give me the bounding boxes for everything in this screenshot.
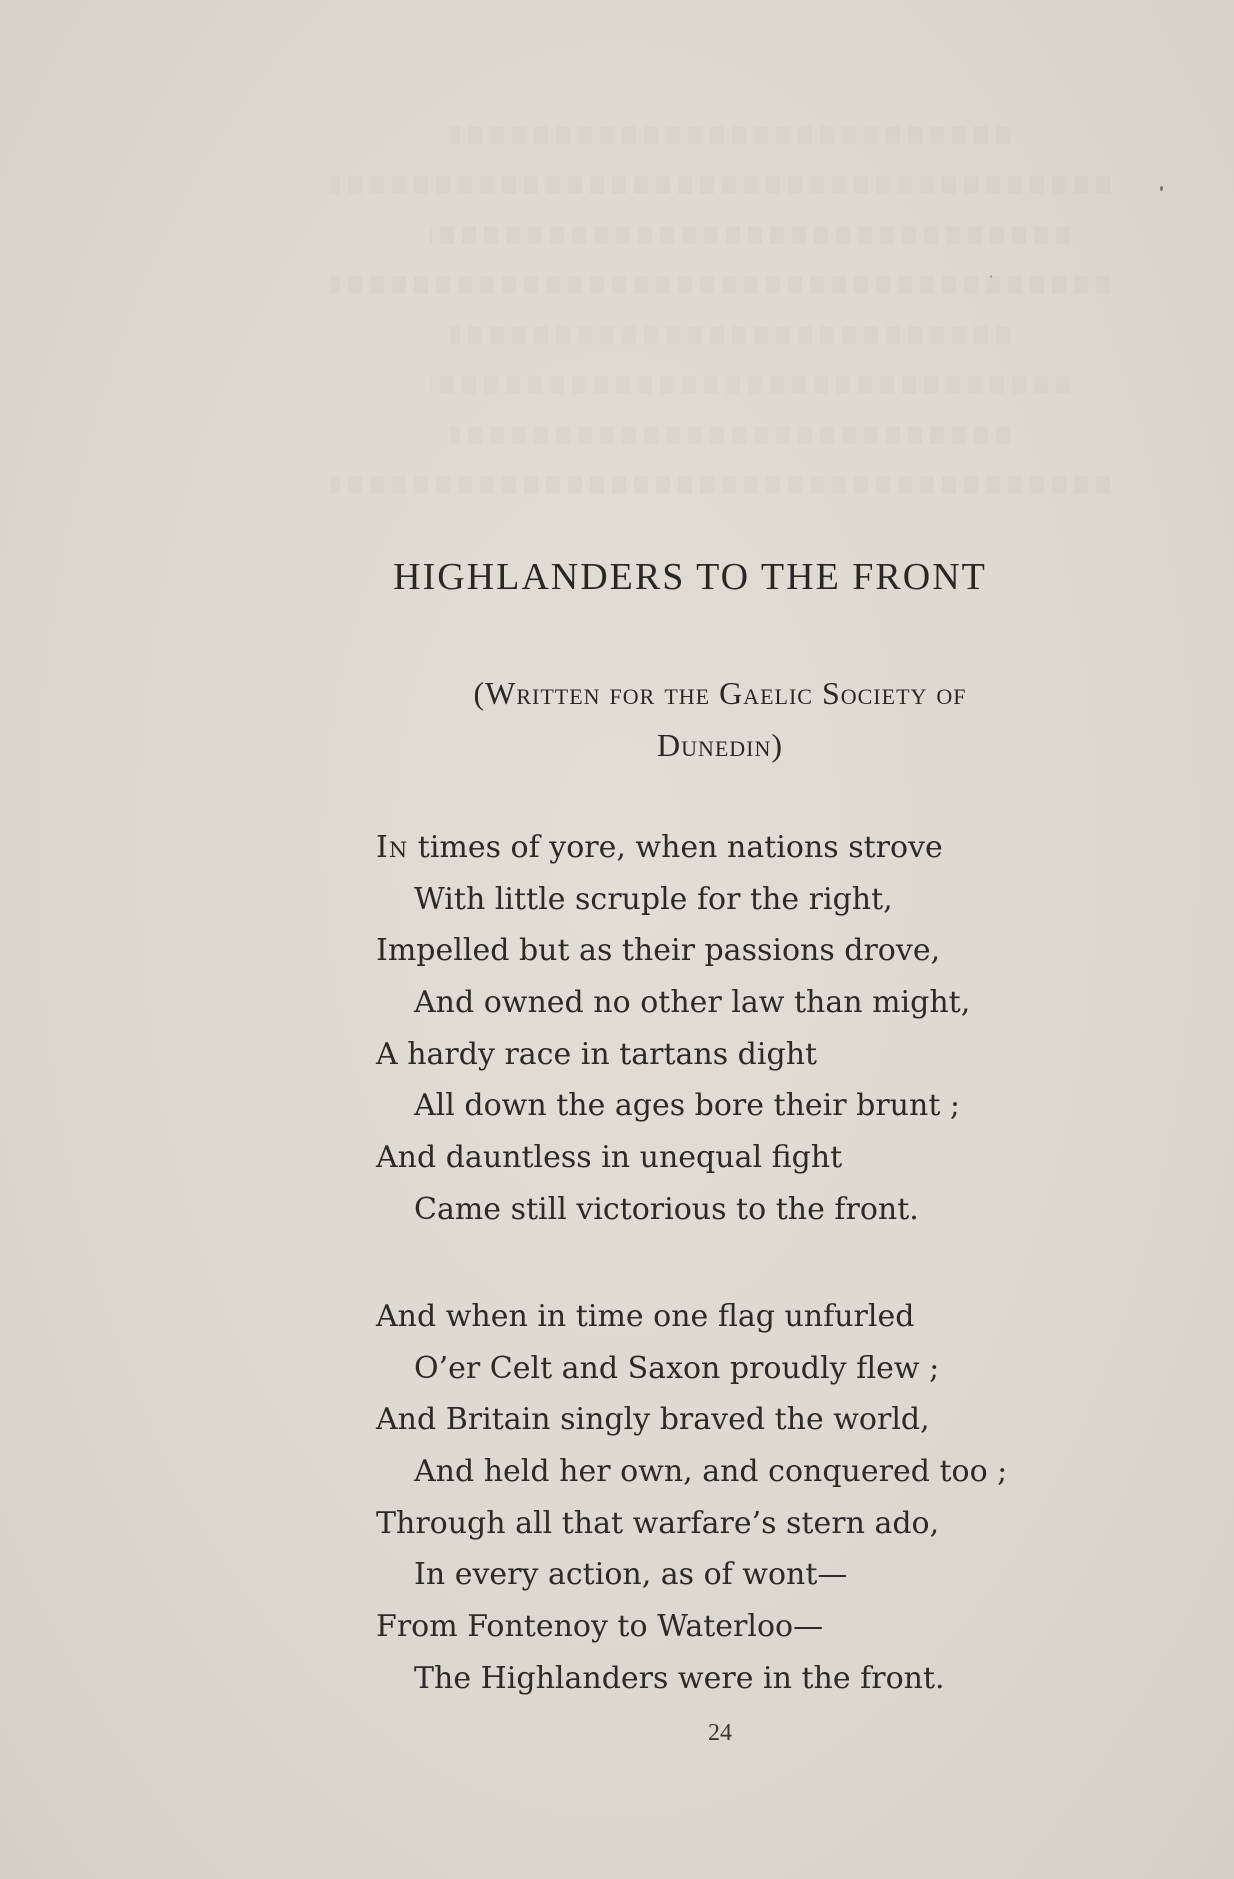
subtitle-line: Dunedin)	[656, 727, 784, 763]
poem-line: Impelled but as their passions drove,	[376, 933, 941, 969]
page-number: 24	[708, 1720, 732, 1746]
paper-speck	[990, 275, 992, 278]
poem-line: And owned no other law than might,	[414, 985, 971, 1021]
poem-subtitle	[330, 667, 1110, 771]
bleed-through-texture	[250, 110, 1130, 530]
paper-speck	[1160, 186, 1163, 191]
poem-line: All down the ages bore their brunt ;	[414, 1088, 961, 1124]
poem-line: Came still victorious to the front.	[414, 1191, 919, 1227]
poem-title: HIGHLANDERS TO THE FRONT	[393, 556, 987, 598]
drop-lead-word: In	[376, 830, 409, 865]
subtitle-line: (Written for the Gaelic Society of	[473, 675, 967, 711]
poem-line: And dauntless in unequal fight	[376, 1140, 843, 1176]
poem-line: Through all that warfare’s stern ado,	[376, 1505, 940, 1541]
poem-line	[376, 822, 1116, 874]
line-text: times of yore, when nations strove	[408, 830, 943, 865]
poem-line: And when in time one flag unfurled	[376, 1299, 915, 1334]
poem-line: From Fontenoy to Waterloo—	[376, 1609, 824, 1645]
poem-line: And Britain singly braved the world,	[376, 1402, 930, 1438]
poem-line: And held her own, and conquered too ;	[414, 1454, 1008, 1490]
poem-line: With little scruple for the right,	[414, 881, 893, 917]
stanza	[376, 822, 1116, 1236]
poem-line: The Highlanders were in the front.	[414, 1660, 945, 1696]
poem-line: A hardy race in tartans dight	[376, 1036, 818, 1072]
poem-line: In every action, as of wont—	[414, 1557, 848, 1593]
poem-line: O’er Celt and Saxon proudly flew ;	[414, 1350, 940, 1386]
stanza	[376, 1291, 1116, 1705]
